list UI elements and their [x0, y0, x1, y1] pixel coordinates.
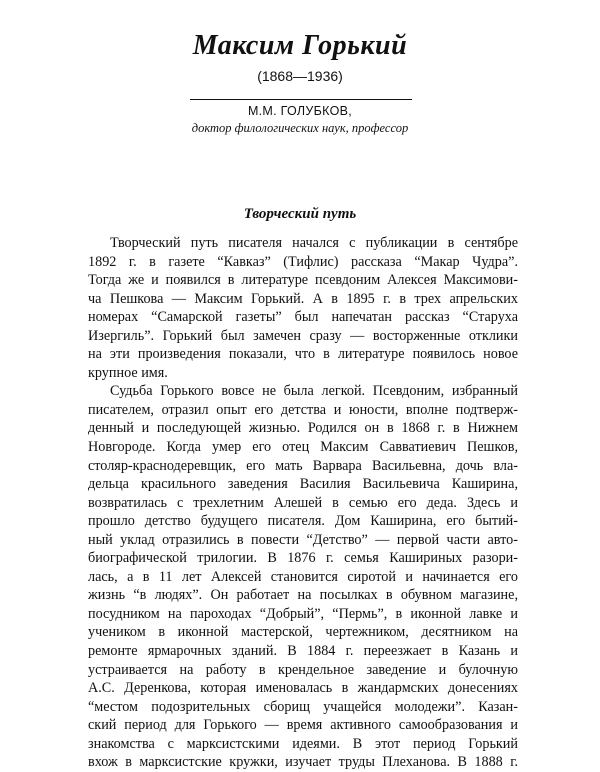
text-line: “местом подозрительных сборищ учащейся молодежи”. Казан- [88, 698, 518, 715]
text-line: биографической трилогии. В 1876 г. семья Кашириных разори- [88, 550, 518, 567]
text-line: денный и последующей жизнью. Родился он в 1868 г. в Нижнем [88, 420, 518, 437]
text-line: 1892 г. в газете “Кавказ” (Тифлис) рассказа “Макар Чудра”. [88, 253, 518, 270]
text-line: лась, а в 11 лет Алексей становится сиротой и начинается его [88, 568, 518, 585]
text-line: возвратилась с трехлетним Алешей в семью его деда. Здесь и [88, 494, 518, 511]
text-line: ный уклад отразились в повести “Детство” — первой части авто- [88, 531, 518, 548]
text-line: крупное имя. [88, 364, 168, 381]
text-line: устраивается на работу в крендельное заведение и булочную [88, 661, 518, 678]
text-line: прошло детство будущего писателя. Дом Каширина, его бытий- [88, 513, 518, 530]
text-line: номерах “Самарской газеты” был напечатан рассказ “Старуха [88, 309, 518, 326]
text-line: дельца красильного заведения Василия Васильевича Каширина, [88, 476, 518, 493]
text-line: Новгороде. Когда умер его отец Максим Савватиевич Пешков, [88, 439, 518, 456]
text-line: вхож в марксистские кружки, изучает труды Плеханова. В 1888 г. [88, 754, 518, 771]
article-author: М.М. ГОЛУБКОВ, [247, 104, 353, 118]
text-line: Творческий путь писателя начался с публикации в сентябре [110, 235, 518, 251]
section-heading: Творческий путь [243, 206, 357, 222]
header-divider [190, 99, 412, 100]
text-line: Судьба Горького вовсе не была легкой. Псевдоним, избранный [110, 383, 518, 400]
text-line: знакомства с марксистскими идеями. В этот период Горький [88, 735, 518, 752]
text-line: учеником в иконной мастерской, чертежником, десятником на [88, 624, 518, 641]
text-line: столяр-краснодеревщик, его мать Варвара Васильевна, дочь вла- [88, 457, 518, 474]
text-line: жизнь “в людях”. Он работает на посылках в обувном магазине, [88, 587, 518, 604]
text-line: писателем, отразил опыт его детства и юности, вполне подтверж- [88, 401, 518, 418]
text-line: ремонте ярмарочных зданий. В 1884 г. переезжает в Казань и [88, 643, 518, 660]
page-title: Максим Горький [192, 30, 408, 61]
text-line: Изергиль”. Горький был замечен сразу — восторженные отклики [88, 327, 518, 344]
text-line: ский период для Горького — время активного самообразования и [88, 717, 518, 734]
text-line: на эти произведения показали, что в литературе появилось новое [88, 346, 518, 363]
text-line: А.С. Деренкова, которая именовалась в жандармских донесениях [88, 680, 518, 697]
life-years: (1868—1936) [257, 68, 343, 84]
body-text [88, 234, 518, 772]
author-credentials: доктор филологических наук, профессор [191, 121, 409, 135]
text-line: Тогда же и появился в литературе псевдоним Алексея Максимови- [88, 272, 518, 289]
text-line: посудником на пароходах “Добрый”, “Пермь”, в иконной лавке и [88, 605, 518, 622]
text-line: ча Пешкова — Максим Горький. А в 1895 г. в трех апрельских [88, 290, 518, 307]
